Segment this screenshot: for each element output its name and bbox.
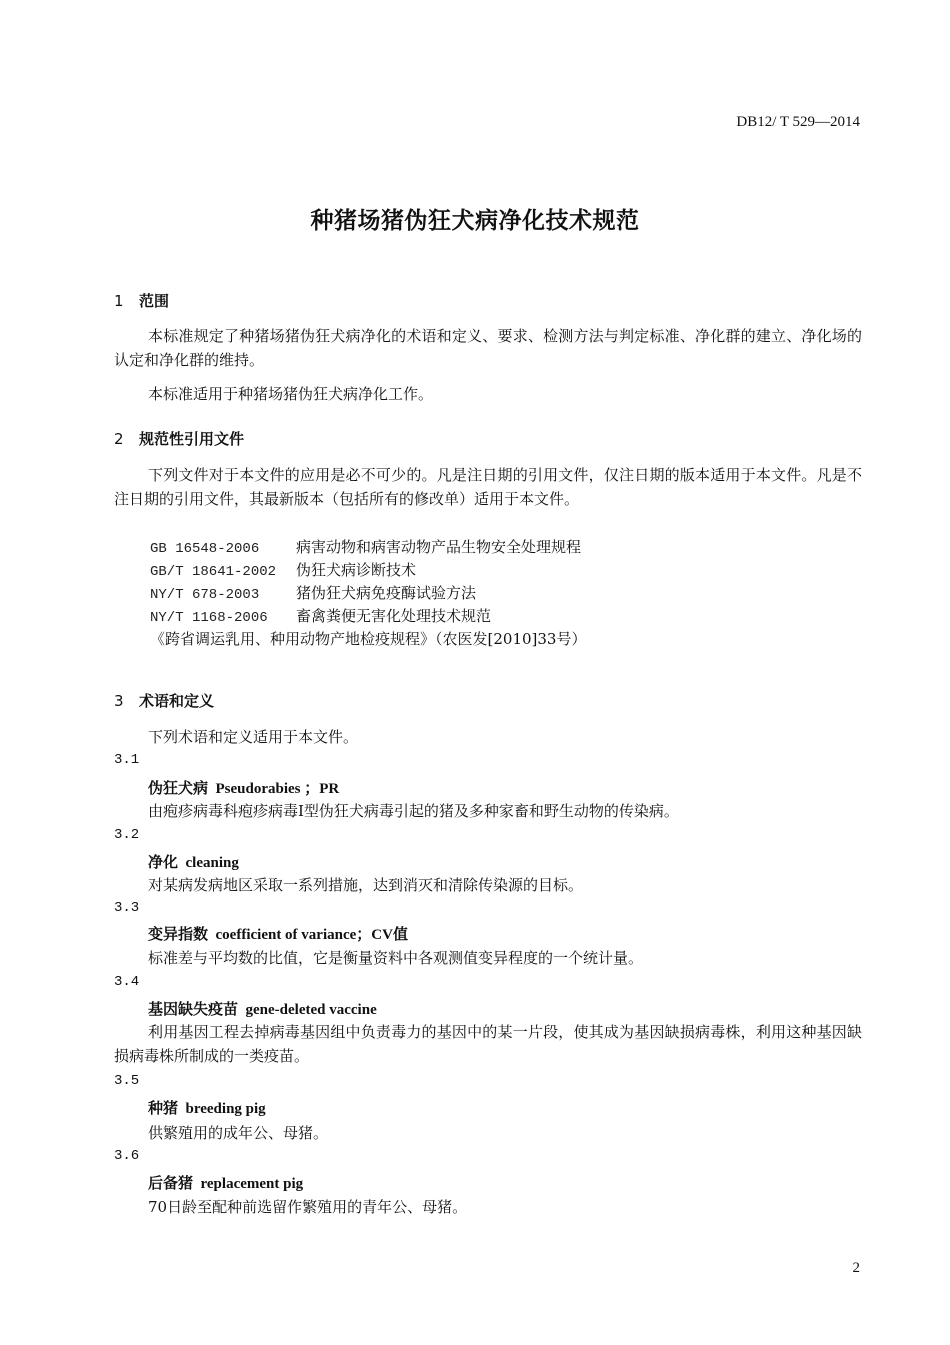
term-name xyxy=(148,777,339,798)
section-number: 3 xyxy=(114,692,124,710)
scope-paragraph-2: 本标准适用于种猪场猪伪狂犬病净化工作。 xyxy=(148,385,434,403)
term-definition: 由疱疹病毒科疱疹病毒Ⅰ型伪狂犬病毒引起的猪及多种家畜和野生动物的传染病。 xyxy=(148,802,679,820)
reference-title: 病害动物和病害动物产品生物安全处理规程 xyxy=(296,538,582,556)
reference-list xyxy=(150,536,586,651)
term-name-zh: 基因缺失疫苗 xyxy=(148,1000,239,1018)
section-1-heading xyxy=(114,290,169,311)
term-number: 3.1 xyxy=(114,752,140,768)
term-name xyxy=(148,998,377,1019)
term-name-zh: 种猪 xyxy=(148,1099,179,1117)
section-number: 1 xyxy=(114,292,124,310)
term-number: 3.6 xyxy=(114,1148,140,1164)
term-definition: 利用基因工程去掉病毒基因组中负责毒力的基因中的某一片段，使其成为基因缺损病毒株，利用这种基因缺损病毒株所制成的一类疫苗。 xyxy=(114,1023,862,1065)
term-name-en: cleaning xyxy=(185,855,239,871)
section-number: 2 xyxy=(114,430,124,448)
term-number: 3.4 xyxy=(114,974,140,990)
reference-item xyxy=(150,559,586,582)
term-number: 3.2 xyxy=(114,827,140,843)
term-name-en: Pseudorabies ；PR xyxy=(215,781,340,797)
reference-item xyxy=(150,536,586,559)
term-number: 3.5 xyxy=(114,1073,140,1089)
scope-paragraph-1: 本标准规定了种猪场猪伪狂犬病净化的术语和定义、要求、检测方法与判定标准、净化群的建立、净化场的认定和净化群的维持。 xyxy=(114,327,862,369)
term-name xyxy=(148,923,408,944)
section-3-heading xyxy=(114,690,214,711)
terms-intro: 下列术语和定义适用于本文件。 xyxy=(148,728,359,746)
reference-title: 伪狂犬病诊断技术 xyxy=(296,561,417,579)
term-name-zh: 变异指数 xyxy=(148,925,209,943)
section-2-heading xyxy=(114,428,244,449)
term-name-zh: 后备猪 xyxy=(148,1174,194,1192)
reference-code: GB 16548-2006 xyxy=(150,541,260,557)
reference-code: GB/T 18641-2002 xyxy=(150,564,277,580)
section-title: 术语和定义 xyxy=(139,692,215,710)
term-name-en: replacement pig xyxy=(200,1176,304,1192)
reference-item xyxy=(150,605,586,628)
term-name-en: breeding pig xyxy=(185,1101,266,1117)
term-name xyxy=(148,1172,303,1193)
reference-code: NY/T 678-2003 xyxy=(150,587,260,603)
section-title: 规范性引用文件 xyxy=(139,430,245,448)
term-name-zh: 净化 xyxy=(148,853,179,871)
normative-refs-intro: 下列文件对于本文件的应用是必不可少的。凡是注日期的引用文件，仅注日期的版本适用于本文件。凡是不注日期的引用文件，其最新版本（包括所有的修改单）适用于本文件。 xyxy=(114,466,862,508)
term-name-zh: 伪狂犬病 xyxy=(148,779,209,797)
page-number: 2 xyxy=(852,1260,860,1276)
term-definition: 标准差与平均数的比值，它是衡量资料中各观测值变异程度的一个统计量。 xyxy=(148,949,644,967)
term-definition: 供繁殖用的成年公、母猪。 xyxy=(148,1124,329,1142)
reference-extra: 《跨省调运乳用、种用动物产地检疫规程》（农医发[2010]33号） xyxy=(150,630,587,648)
term-name-en: coefficient of variance；CV值 xyxy=(215,927,408,943)
term-name-en: gene-deleted vaccine xyxy=(245,1002,377,1018)
section-title: 范围 xyxy=(139,292,170,310)
standard-code: DB12/ T 529—2014 xyxy=(736,114,860,130)
reference-title: 畜禽粪便无害化处理技术规范 xyxy=(296,607,492,625)
term-definition: 70日龄至配种前选留作繁殖用的青年公、母猪。 xyxy=(148,1198,468,1216)
term-name xyxy=(148,1097,266,1118)
reference-item xyxy=(150,582,586,605)
term-definition: 对某病发病地区采取一系列措施，达到消灭和清除传染源的目标。 xyxy=(148,876,584,894)
reference-title: 猪伪狂犬病免疫酶试验方法 xyxy=(296,584,477,602)
reference-code: NY/T 1168-2006 xyxy=(150,610,268,626)
term-name xyxy=(148,851,239,872)
term-number: 3.3 xyxy=(114,900,140,916)
document-title: 种猪场猪伪狂犬病净化技术规范 xyxy=(310,208,640,234)
